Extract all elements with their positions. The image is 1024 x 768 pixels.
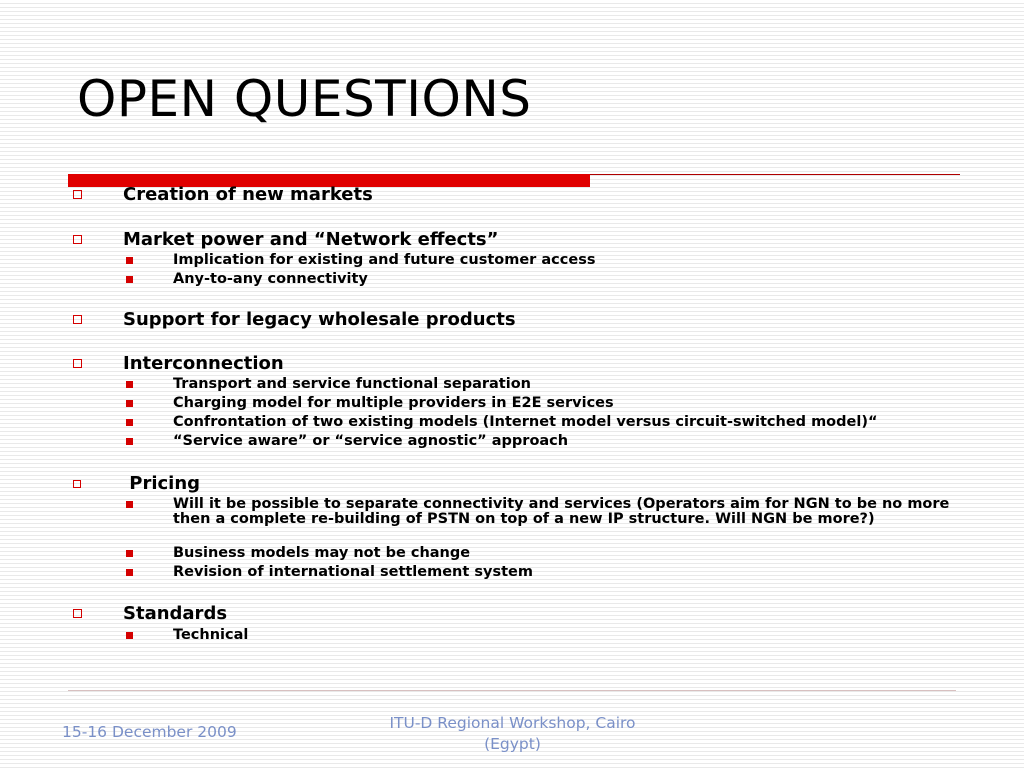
hollow-square-bullet-icon — [73, 480, 81, 488]
bullet-item — [123, 309, 516, 331]
sub-bullet-text: Confrontation of two existing models (Internet model versus circuit-switched model)“ — [173, 414, 878, 430]
sub-bullet-item — [173, 415, 973, 430]
sub-bullet-item — [173, 377, 973, 392]
filled-square-bullet-icon — [126, 438, 133, 445]
footer-event — [360, 713, 665, 755]
sub-bullet-text: Will it be possible to separate connectivity and services (Operators aim for NGN to be no more then a complete re-building of PSTN on top of a new IP structure. Will NGN be more?) — [173, 496, 950, 527]
sub-bullet-text: Revision of international settlement system — [173, 564, 533, 580]
hollow-square-bullet-icon — [73, 359, 82, 368]
filled-square-bullet-icon — [126, 276, 133, 283]
filled-square-bullet-icon — [126, 381, 133, 388]
hollow-square-bullet-icon — [73, 190, 82, 199]
bullet-text: Support for legacy wholesale products — [123, 309, 516, 330]
sub-bullet-item — [173, 628, 973, 643]
bullet-item — [123, 229, 498, 251]
hollow-square-bullet-icon — [73, 315, 82, 324]
filled-square-bullet-icon — [126, 257, 133, 264]
filled-square-bullet-icon — [126, 400, 133, 407]
sub-bullet-item — [173, 497, 973, 527]
hollow-square-bullet-icon — [73, 609, 82, 618]
footer-divider-line — [68, 690, 956, 691]
filled-square-bullet-icon — [126, 550, 133, 557]
bullet-text: Pricing — [123, 473, 201, 494]
bullet-item — [123, 184, 373, 206]
bullet-text: Standards — [123, 603, 228, 624]
sub-bullet-text: Any-to-any connectivity — [173, 271, 368, 287]
sub-bullet-text: Technical — [173, 627, 249, 643]
sub-bullet-item — [173, 396, 973, 411]
sub-bullet-text: “Service aware” or “service agnostic” approach — [173, 433, 569, 449]
slide-title: OPEN QUESTIONS — [77, 70, 532, 128]
footer-event-line1: ITU-D Regional Workshop, Cairo — [389, 714, 636, 732]
sub-bullet-text: Charging model for multiple providers in E2E services — [173, 395, 614, 411]
bullet-item — [123, 353, 284, 375]
filled-square-bullet-icon — [126, 632, 133, 639]
footer-event-line2: (Egypt) — [484, 735, 541, 753]
sub-bullet-item — [173, 253, 973, 268]
hollow-square-bullet-icon — [73, 235, 82, 244]
sub-bullet-item — [173, 546, 973, 561]
bullet-text: Creation of new markets — [123, 184, 373, 205]
bullet-text: Market power and “Network effects” — [123, 229, 499, 250]
filled-square-bullet-icon — [126, 419, 133, 426]
filled-square-bullet-icon — [126, 501, 133, 508]
bullet-text: Interconnection — [123, 353, 284, 374]
sub-bullet-text: Transport and service functional separation — [173, 376, 531, 392]
bullet-item — [123, 603, 227, 625]
sub-bullet-text: Business models may not be change — [173, 545, 471, 561]
bullet-item — [123, 473, 200, 495]
footer-date: 15-16 December 2009 — [62, 723, 237, 741]
filled-square-bullet-icon — [126, 569, 133, 576]
sub-bullet-item — [173, 272, 973, 287]
sub-bullet-item — [173, 434, 973, 449]
sub-bullet-item — [173, 565, 973, 580]
sub-bullet-text: Implication for existing and future customer access — [173, 252, 596, 268]
